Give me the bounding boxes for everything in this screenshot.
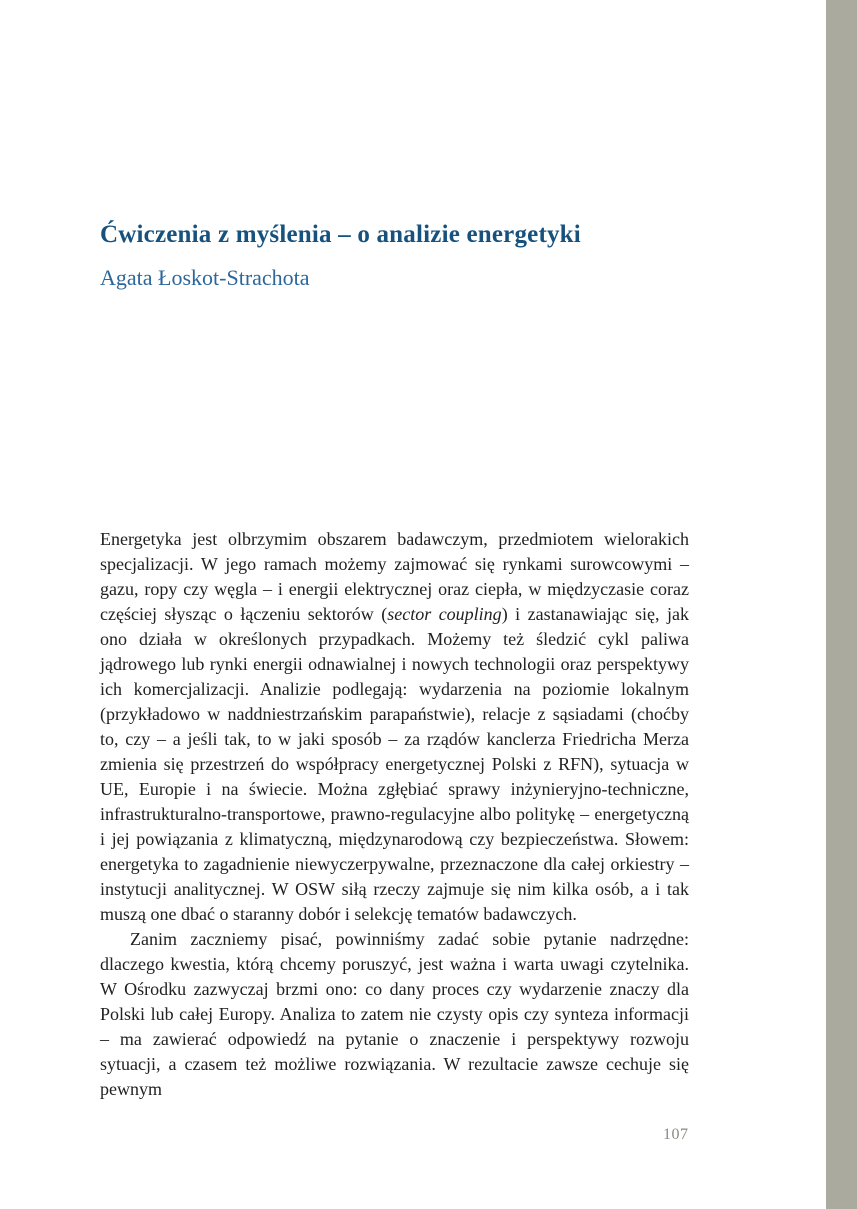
article-title: Ćwiczenia z myślenia – o analizie energetyki: [100, 221, 581, 248]
body-paragraph-2: Zanim zaczniemy pisać, powinniśmy zadać sobie pytanie nadrzędne: dlaczego kwestia, którą chcemy poruszyć, jest ważna i warta uwagi czytelnika. W Ośrodku zazwyczaj brzmi ono: co dany proces czy wydarzenie znaczy dla Polski lub całej Europy. Analiza to zatem nie czysty opis czy synteza informacji – ma zawierać odpowiedź na pytanie o znaczenie i perspektywy rozwoju sytuacji, a czasem też możliwe rozwiązania. W rezultacie zawsze cechuje się pewnym: [100, 929, 689, 1099]
page-number: 107: [663, 1126, 689, 1143]
page-edge-bar: [826, 0, 857, 1209]
paragraph-1-text-end: ) i zastanawiając się, jak ono działa w określonych przypadkach. Możemy też śledzić cykl paliwa jądrowego lub rynki energii odnawialnej i nowych technologii oraz perspektywy ich komercjalizacji. Analizie podlegają: wydarzenia na poziomie lokalnym (przykładowo w naddniestrzańskim parapaństwie), relacje z sąsiadami (choćby to, czy – a jeśli tak, to w jaki sposób – za rządów kanclerza Friedricha Merza zmienia się przestrzeń do współpracy energetycznej Polski z RFN), sytuacja w UE, Europie i na świecie. Można zgłębiać sprawy inżynieryjno-techniczne, infrastrukturalno-transportowe, prawno-regulacyjne albo politykę – energetyczną i jej powiązania z klimatyczną, międzynarodową czy bezpieczeństwa. Słowem: energetyka to zagadnienie niewyczerpywalne, przeznaczone dla całej orkiestry – instytucji analitycznej. W OSW siłą rzeczy zajmuje się nim kilka osób, a i tak muszą one dbać o staranny dobór i selekcję tematów badawczych.: [100, 604, 689, 924]
article-author: Agata Łoskot-Strachota: [100, 265, 310, 290]
article-body: [100, 527, 689, 1102]
paragraph-1-italic-term: sector coupling: [387, 604, 502, 624]
paragraph-1-text-start: Energetyka jest olbrzymim obszarem badawczym, przedmiotem wielorakich specjalizacji. W jego ramach możemy zajmować się rynkami surowcowymi – gazu, ropy czy węgla – i energii elektrycznej oraz ciepła, w międzyczasie coraz częściej słysząc o łączeniu sektorów (: [100, 529, 689, 624]
body-paragraph-1: [100, 527, 689, 927]
